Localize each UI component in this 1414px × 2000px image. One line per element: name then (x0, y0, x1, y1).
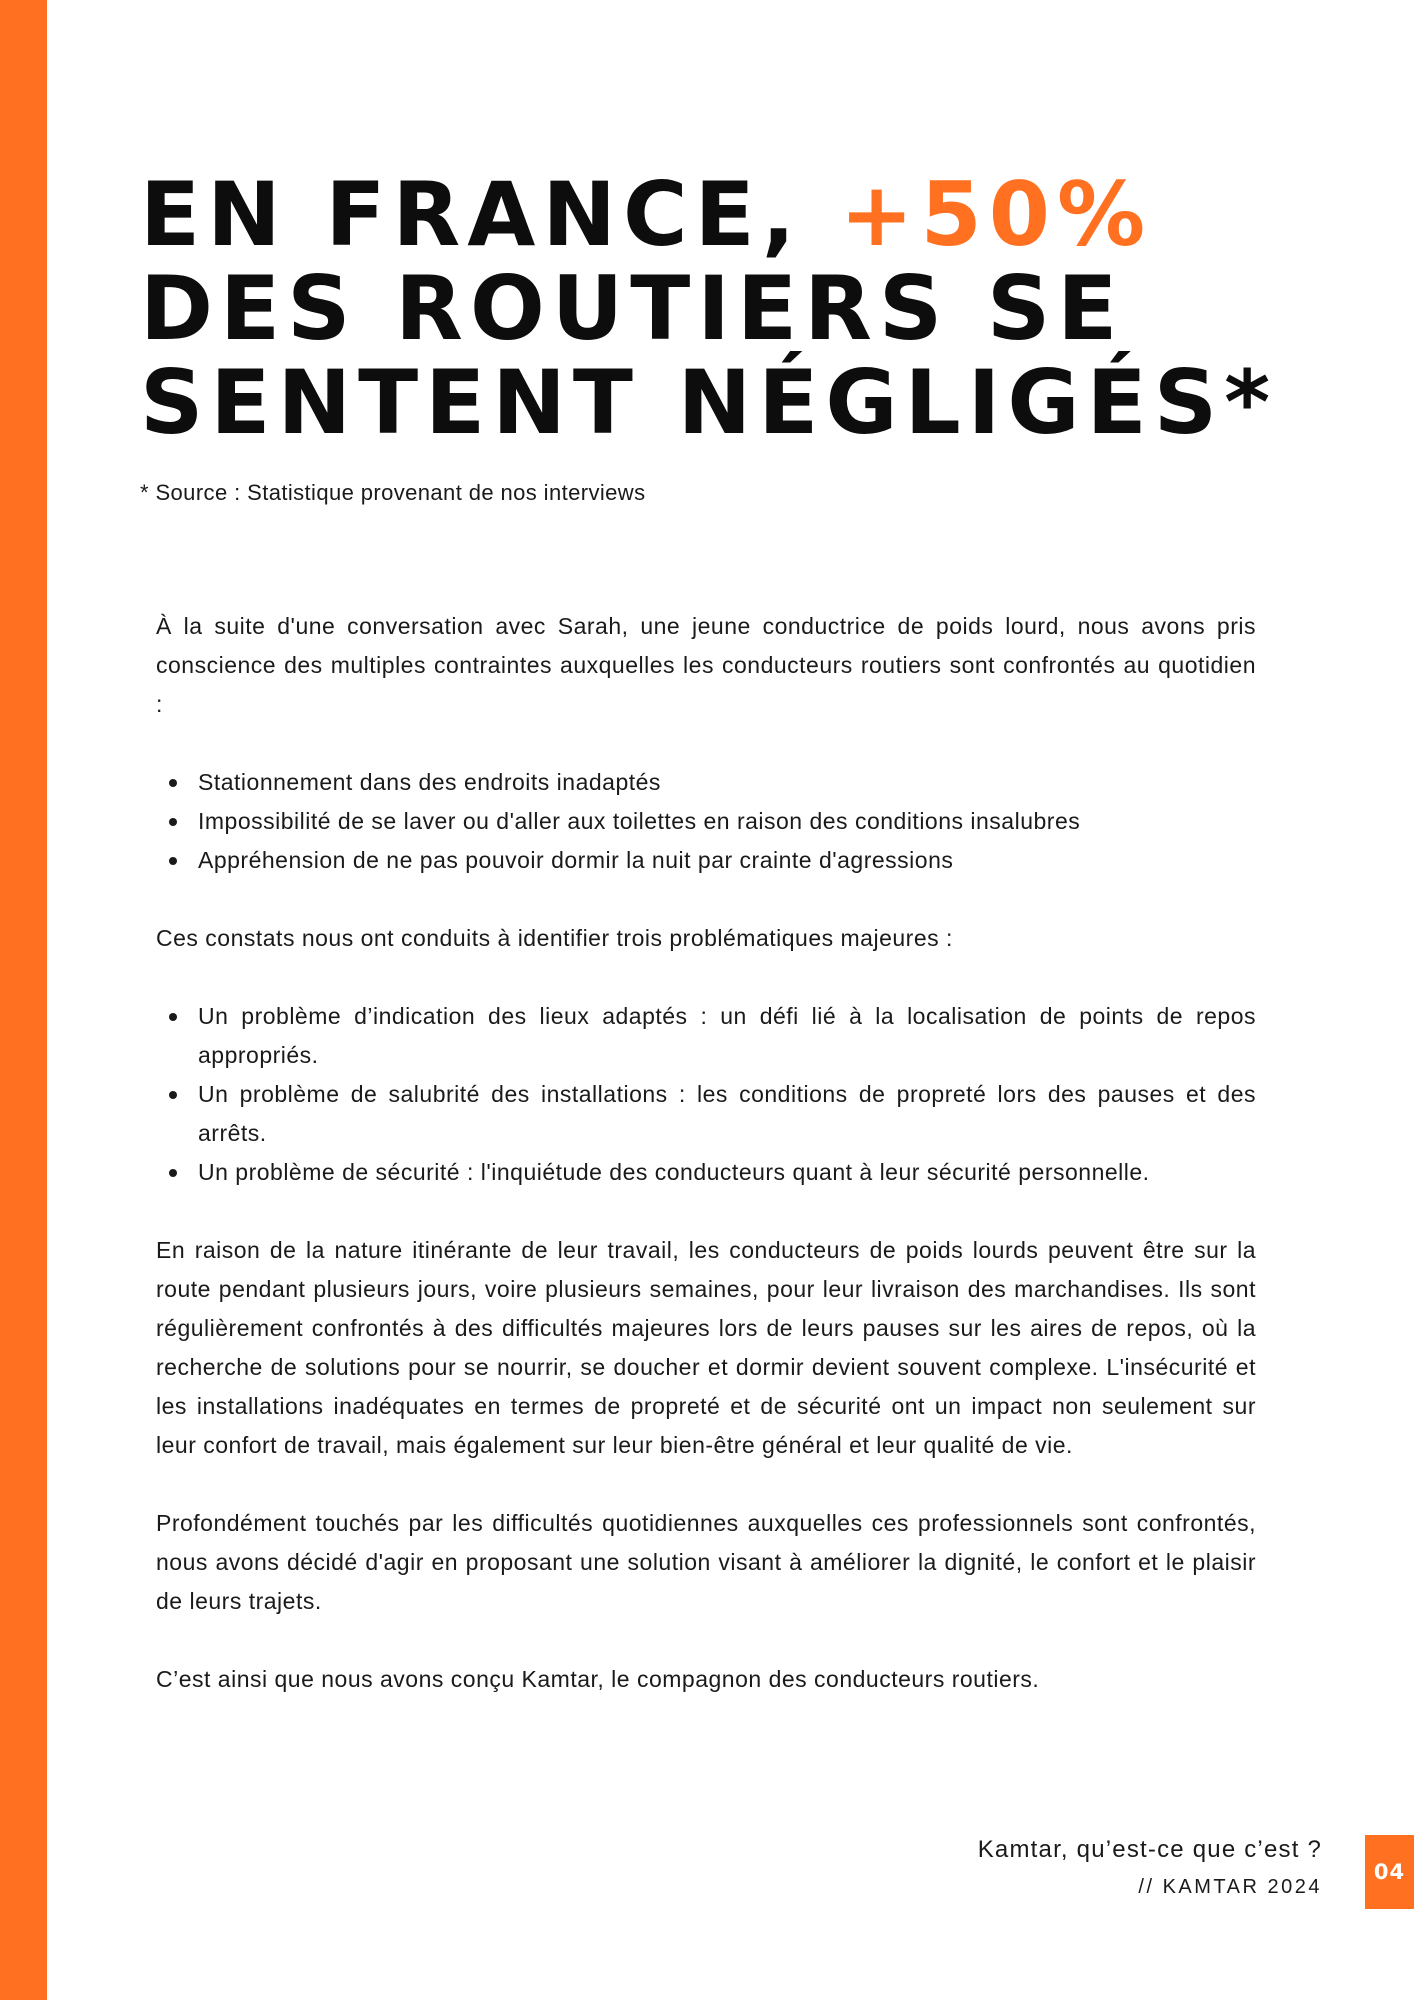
list-item: Un problème de sécurité : l'inquiétude des conducteurs quant à leur sécurité personnelle. (156, 1153, 1256, 1192)
page-headline (140, 163, 1340, 454)
conclusion-paragraph: C’est ainsi que nous avons conçu Kamtar, le compagnon des conducteurs routiers. (156, 1666, 1040, 1692)
list-item: Impossibilité de se laver ou d'aller aux toilettes en raison des conditions insalubres (156, 802, 1256, 841)
headline-highlight-stat: +50% (839, 163, 1153, 266)
headline-line-3: SENTENT NÉGLIGÉS* (140, 351, 1278, 454)
list-item: Un problème d’indication des lieux adaptés : un défi lié à la localisation de points de repos appropriés. (156, 997, 1256, 1075)
headline-line-1 (140, 163, 1340, 266)
footer-subtitle: // KAMTAR 2024 (1138, 1876, 1322, 1898)
problems-list (156, 997, 1256, 1192)
spacer (156, 724, 1256, 763)
spacer (156, 1465, 1256, 1504)
spacer (156, 1192, 1256, 1231)
list-item: Appréhension de ne pas pouvoir dormir la nuit par crainte d'agressions (156, 841, 1256, 880)
intro-paragraph: À la suite d'une conversation avec Sarah, une jeune conductrice de poids lourd, nous avons pris conscience des multiples contraintes auxquelles les conducteurs routiers sont confrontés au quotidien : (156, 613, 1256, 717)
spacer (156, 880, 1256, 919)
list-item: Stationnement dans des endroits inadaptés (156, 763, 1256, 802)
list-item: Un problème de salubrité des installations : les conditions de propreté lors des pauses et des arrêts. (156, 1075, 1256, 1153)
source-footnote: * Source : Statistique provenant de nos interviews (140, 480, 646, 505)
headline-prefix: EN FRANCE, (140, 163, 840, 266)
page-number-badge: 04 (1365, 1835, 1414, 1909)
headline-line-2: DES ROUTIERS SE (140, 257, 1125, 360)
spacer (156, 958, 1256, 997)
body-text (156, 607, 1256, 1699)
orange-side-bar (0, 0, 47, 2000)
decision-paragraph: Profondément touchés par les difficultés quotidiennes auxquelles ces professionnels sont confrontés, nous avons décidé d'agir en proposant une solution visant à améliorer la dignité, le confort et le plaisir de leurs trajets. (156, 1510, 1256, 1614)
footer-title: Kamtar, qu’est-ce que c’est ? (977, 1836, 1322, 1863)
context-paragraph: En raison de la nature itinérante de leur travail, les conducteurs de poids lourds peuvent être sur la route pendant plusieurs jours, voire plusieurs semaines, pour leur livraison des marchandises. Ils sont régulièrement confrontés à des difficultés majeures lors de leurs pauses sur les aires de repos, où la recherche de solutions pour se nourrir, se doucher et dormir devient souvent complexe. L'insécurité et les installations inadéquates en termes de propreté et de sécurité ont un impact non seulement sur leur confort de travail, mais également sur leur bien-être général et leur qualité de vie. (156, 1237, 1256, 1458)
spacer (156, 1621, 1256, 1660)
problems-intro: Ces constats nous ont conduits à identifier trois problématiques majeures : (156, 925, 953, 951)
constraints-list (156, 763, 1256, 880)
